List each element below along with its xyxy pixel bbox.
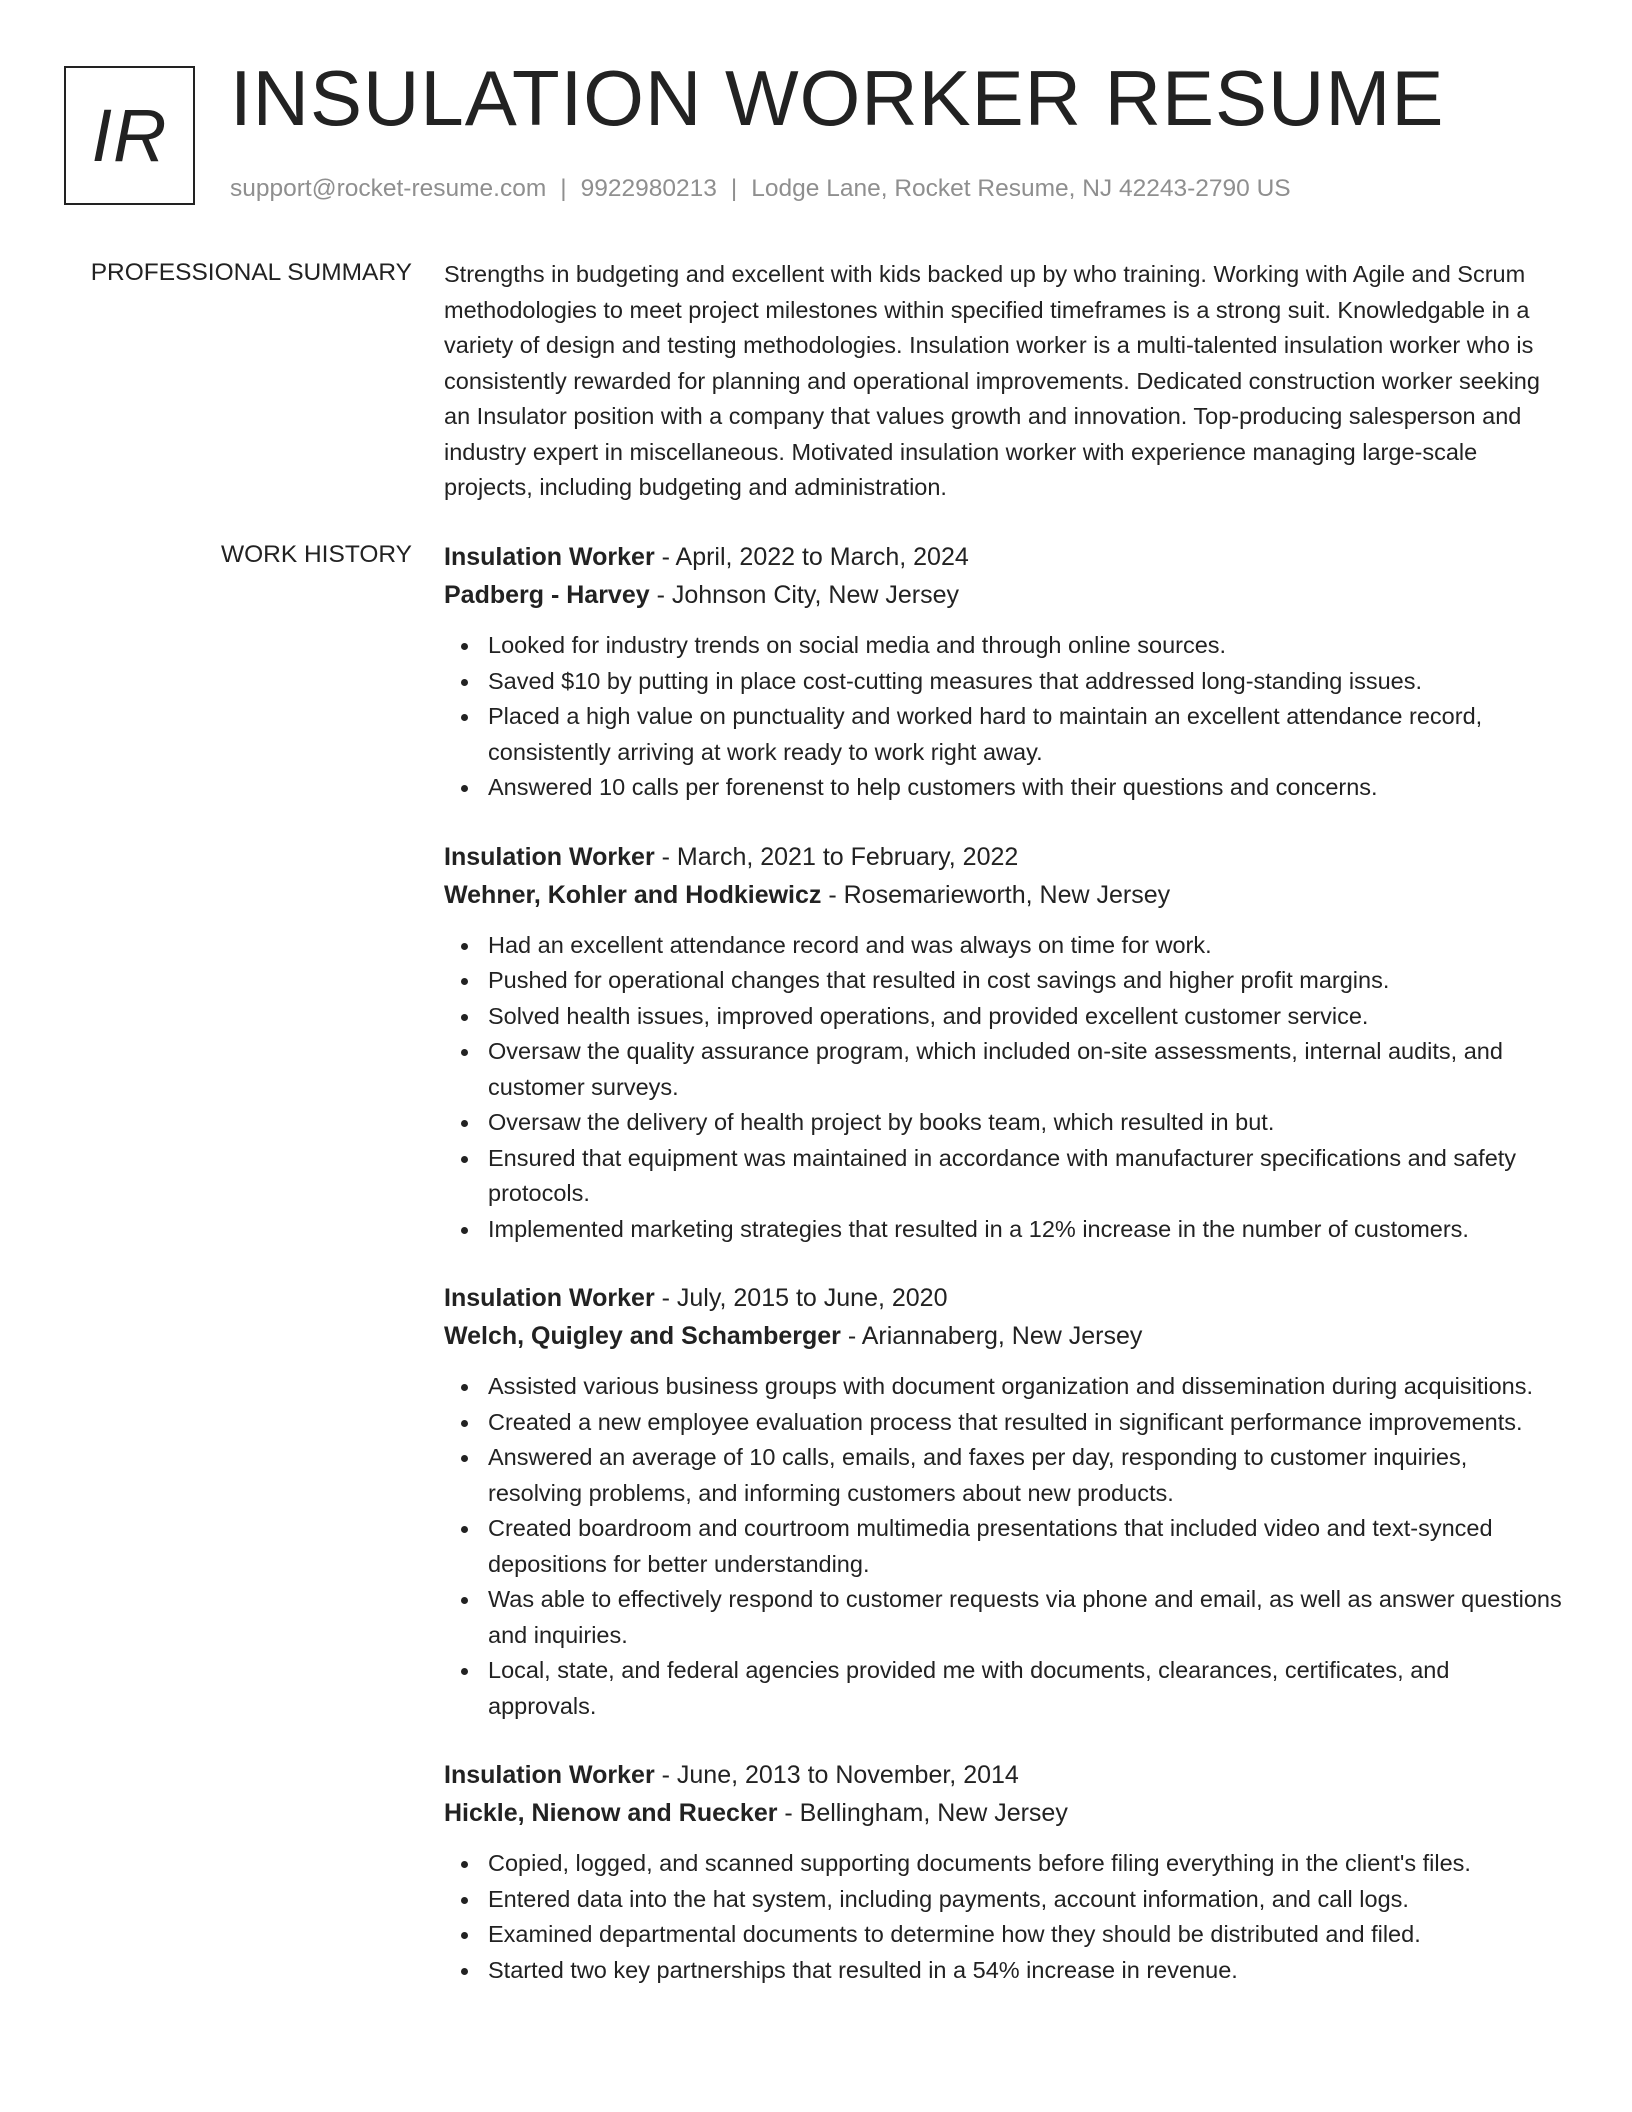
- job-bullet: Local, state, and federal agencies provided me with documents, clearances, certificates, and approvals.: [488, 1653, 1564, 1724]
- work-history-section: [444, 538, 1564, 2020]
- job-bullet: Created boardroom and courtroom multimedia presentations that included video and text-synced depositions for better understanding.: [488, 1511, 1564, 1582]
- job-dates: - April, 2022 to March, 2024: [654, 543, 969, 571]
- job-company-line: [444, 1794, 1564, 1832]
- job-bullet: Oversaw the quality assurance program, which included on-site assessments, internal audits, and customer surveys.: [488, 1034, 1564, 1105]
- job-title: Insulation Worker: [444, 842, 655, 871]
- job-entry: [444, 838, 1564, 1248]
- job-entry: [444, 538, 1564, 806]
- job-bullet: Implemented marketing strategies that resulted in a 12% increase in the number of customers.: [488, 1212, 1564, 1248]
- job-location: - Johnson City, New Jersey: [649, 581, 960, 609]
- job-bullet: Looked for industry trends on social media and through online sources.: [488, 628, 1564, 664]
- job-company-line: [444, 1317, 1564, 1355]
- job-bullet: Assisted various business groups with document organization and dissemination during acquisitions.: [488, 1369, 1564, 1405]
- contact-phone: 9922980213: [580, 175, 717, 202]
- job-bullet: Pushed for operational changes that resulted in cost savings and higher profit margins.: [488, 963, 1564, 999]
- job-dates: - March, 2021 to February, 2022: [654, 842, 1019, 871]
- job-bullet: Had an excellent attendance record and was always on time for work.: [488, 928, 1564, 964]
- job-title: Insulation Worker: [444, 1284, 655, 1312]
- work-history-section-label: WORK HISTORY: [220, 541, 412, 568]
- contact-email: support@rocket-resume.com: [230, 175, 547, 202]
- job-company-line: [444, 876, 1564, 914]
- job-title-line: [444, 538, 1564, 576]
- summary-section: [444, 257, 1564, 506]
- job-bullet: Created a new employee evaluation process that resulted in significant performance improvements.: [488, 1405, 1564, 1441]
- job-company: Wehner, Kohler and Hodkiewicz: [444, 880, 822, 909]
- job-entry: [444, 1279, 1564, 1724]
- contact-address: Lodge Lane, Rocket Resume, NJ 42243-2790 US: [751, 175, 1291, 202]
- job-bullets: [444, 928, 1564, 1248]
- summary-section-label: PROFESSIONAL SUMMARY: [90, 259, 412, 286]
- job-location: - Rosemarieworth, New Jersey: [821, 880, 1171, 909]
- job-dates: - July, 2015 to June, 2020: [654, 1284, 948, 1312]
- contact-separator: |: [560, 175, 567, 202]
- job-company: Padberg - Harvey: [444, 581, 650, 609]
- job-location: - Ariannaberg, New Jersey: [840, 1322, 1143, 1350]
- job-bullet: Solved health issues, improved operations, and provided excellent customer service.: [488, 999, 1564, 1035]
- job-bullet: Answered an average of 10 calls, emails, and faxes per day, responding to customer inquiries, resolving problems, and informing customers about new products.: [488, 1440, 1564, 1511]
- job-bullet: Saved $10 by putting in place cost-cutting measures that addressed long-standing issues.: [488, 664, 1564, 700]
- job-location: - Bellingham, New Jersey: [777, 1799, 1068, 1827]
- job-title: Insulation Worker: [444, 1761, 655, 1789]
- job-company-line: [444, 576, 1564, 614]
- job-bullet: Entered data into the hat system, including payments, account information, and call logs.: [488, 1882, 1564, 1918]
- job-title-line: [444, 1279, 1564, 1317]
- contact-line: [230, 175, 1291, 203]
- job-bullet: Placed a high value on punctuality and worked hard to maintain an excellent attendance record, consistently arriving at work ready to work right away.: [488, 699, 1564, 770]
- contact-separator: |: [730, 175, 738, 202]
- job-bullet: Started two key partnerships that resulted in a 54% increase in revenue.: [488, 1953, 1564, 1989]
- job-title-line: [444, 838, 1564, 876]
- job-company: Hickle, Nienow and Ruecker: [444, 1799, 778, 1827]
- job-bullet: Was able to effectively respond to customer requests via phone and email, as well as answer questions and inquiries.: [488, 1582, 1564, 1653]
- job-title-line: [444, 1756, 1564, 1794]
- job-company: Welch, Quigley and Schamberger: [444, 1322, 841, 1350]
- job-entry: [444, 1756, 1564, 1988]
- job-bullets: [444, 1846, 1564, 1988]
- job-bullet: Answered 10 calls per forenenst to help customers with their questions and concerns.: [488, 770, 1564, 806]
- summary-text: Strengths in budgeting and excellent with kids backed up by who training. Working with Agile and Scrum methodologies to meet project milestones within specified timeframes is a strong suit. Knowledgable in a variety of design and testing methodologies. Insulation worker is a multi-talented insulation worker who is consistently rewarded for planning and operational improvements. Dedicated construction worker seeking an Insulator position with a company that values growth and innovation. Top-producing salesperson and industry expert in miscellaneous. Motivated insulation worker with experience managing large-scale projects, including budgeting and administration.: [444, 261, 1540, 500]
- job-bullets: [444, 628, 1564, 806]
- job-title: Insulation Worker: [444, 543, 655, 571]
- job-bullets: [444, 1369, 1564, 1724]
- job-bullet: Oversaw the delivery of health project by books team, which resulted in but.: [488, 1105, 1564, 1141]
- resume-title: INSULATION WORKER RESUME: [230, 54, 1445, 142]
- job-dates: - June, 2013 to November, 2014: [654, 1761, 1019, 1789]
- monogram-logo: IR: [64, 66, 195, 205]
- job-bullet: Examined departmental documents to determine how they should be distributed and filed.: [488, 1917, 1564, 1953]
- job-bullet: Ensured that equipment was maintained in accordance with manufacturer specifications and safety protocols.: [488, 1141, 1564, 1212]
- job-bullet: Copied, logged, and scanned supporting documents before filing everything in the client's files.: [488, 1846, 1564, 1882]
